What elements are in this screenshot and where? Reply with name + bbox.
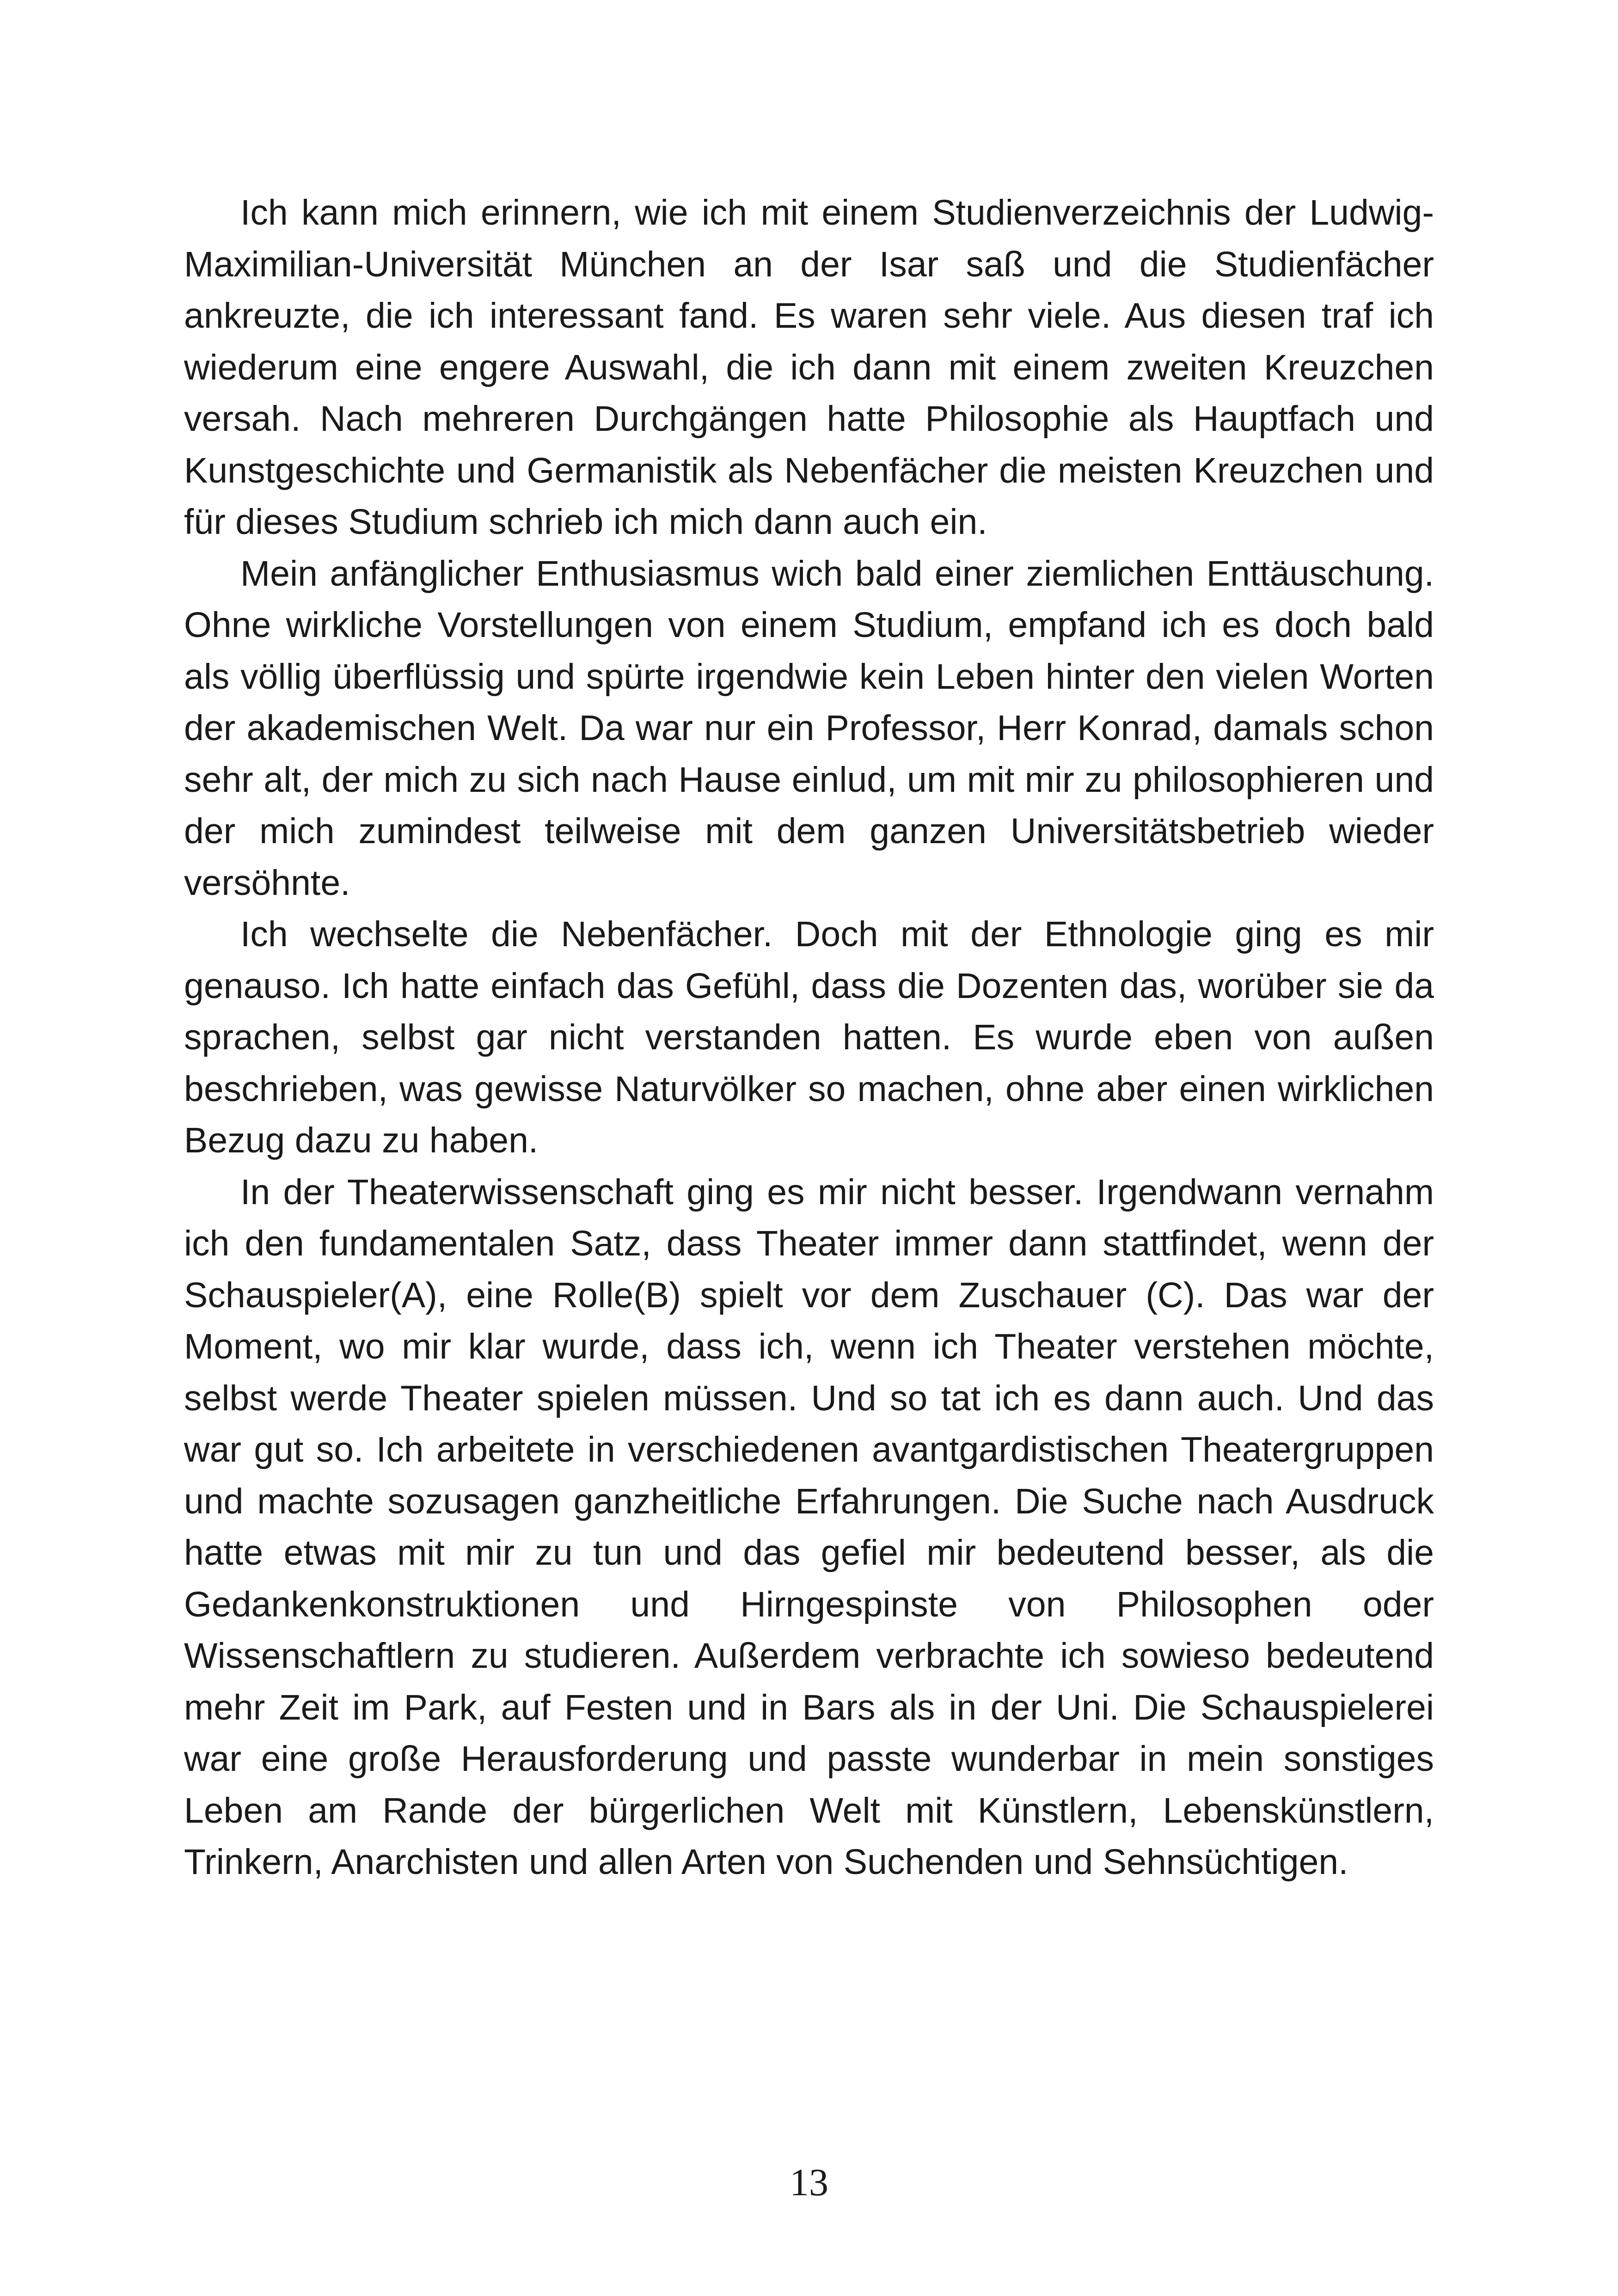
page-number: 13 [790,2161,828,2204]
paragraph-4: In der Theaterwissenschaft ging es mir nicht besser. Irgendwann vernahm ich den fundamentalen Satz, dass Theater immer dann stattfindet, wenn der Schauspieler(A), eine Rolle(B) spielt vor dem Zuschauer (C). Das war der Moment, wo mir klar wurde, dass ich, wenn ich Theater verstehen möchte, selbst werde Theater spielen müssen. Und so tat ich es dann auch. Und das war gut so. Ich arbeitete in verschiedenen avantgardistischen Theatergruppen und machte sozusagen ganzheitliche Erfahrungen. Die Suche nach Ausdruck hatte etwas mit mir zu tun und das gefiel mir bedeutend besser, als die Gedankenkonstruktionen und Hirngespinste von Philosophen oder Wissenschaftlern zu studieren. Außerdem verbrachte ich sowieso bedeutend mehr Zeit im Park, auf Festen und in Bars als in der Uni. Die Schauspielerei war eine große Herausforderung und passte wunderbar in mein sonstiges Leben am Rande der bürgerlichen Welt mit Künstlern, Lebenskünstlern, Trinkern, Anarchisten und allen Arten von Suchenden und Sehnsüchtigen. [184,1172,1434,1882]
paragraph-2: Mein anfänglicher Enthusiasmus wich bald einer ziemlichen Enttäuschung. Ohne wirkliche Vorstellungen von einem Studium, empfand ich es doch bald als völlig überflüssig und spürte irgendwie kein Leben hinter den vielen Worten der akademischen Welt. Da war nur ein Professor, Herr Konrad, damals schon sehr alt, der mich zu sich nach Hause einlud, um mit mir zu philosophieren und der mich zumindest teilweise mit dem ganzen Universitätsbetrieb wieder versöhnte. [184,553,1434,903]
paragraph-1: Ich kann mich erinnern, wie ich mit einem Studienverzeichnis der Ludwig-Maximilian-Universität München an der Isar saß und die Studienfächer ankreuzte, die ich interessant fand. Es waren sehr viele. Aus diesen traf ich wiederum eine engere Auswahl, die ich dann mit einem zweiten Kreuzchen versah. Nach mehreren Durchgängen hatte Philosophie als Hauptfach und Kunstgeschichte und Germanistik als Nebenfächer die meisten Kreuzchen und für dieses Studium schrieb ich mich dann auch ein. [184,193,1434,542]
paragraph-3: Ich wechselte die Nebenfächer. Doch mit der Ethnologie ging es mir genauso. Ich hatte einfach das Gefühl, dass die Dozenten das, worüber sie da sprachen, selbst gar nicht verstanden hatten. Es wurde eben von außen beschrieben, was gewisse Naturvölker so machen, ohne aber einen wirklichen Bezug dazu zu haben. [184,914,1434,1160]
body-text [184,187,1434,1888]
